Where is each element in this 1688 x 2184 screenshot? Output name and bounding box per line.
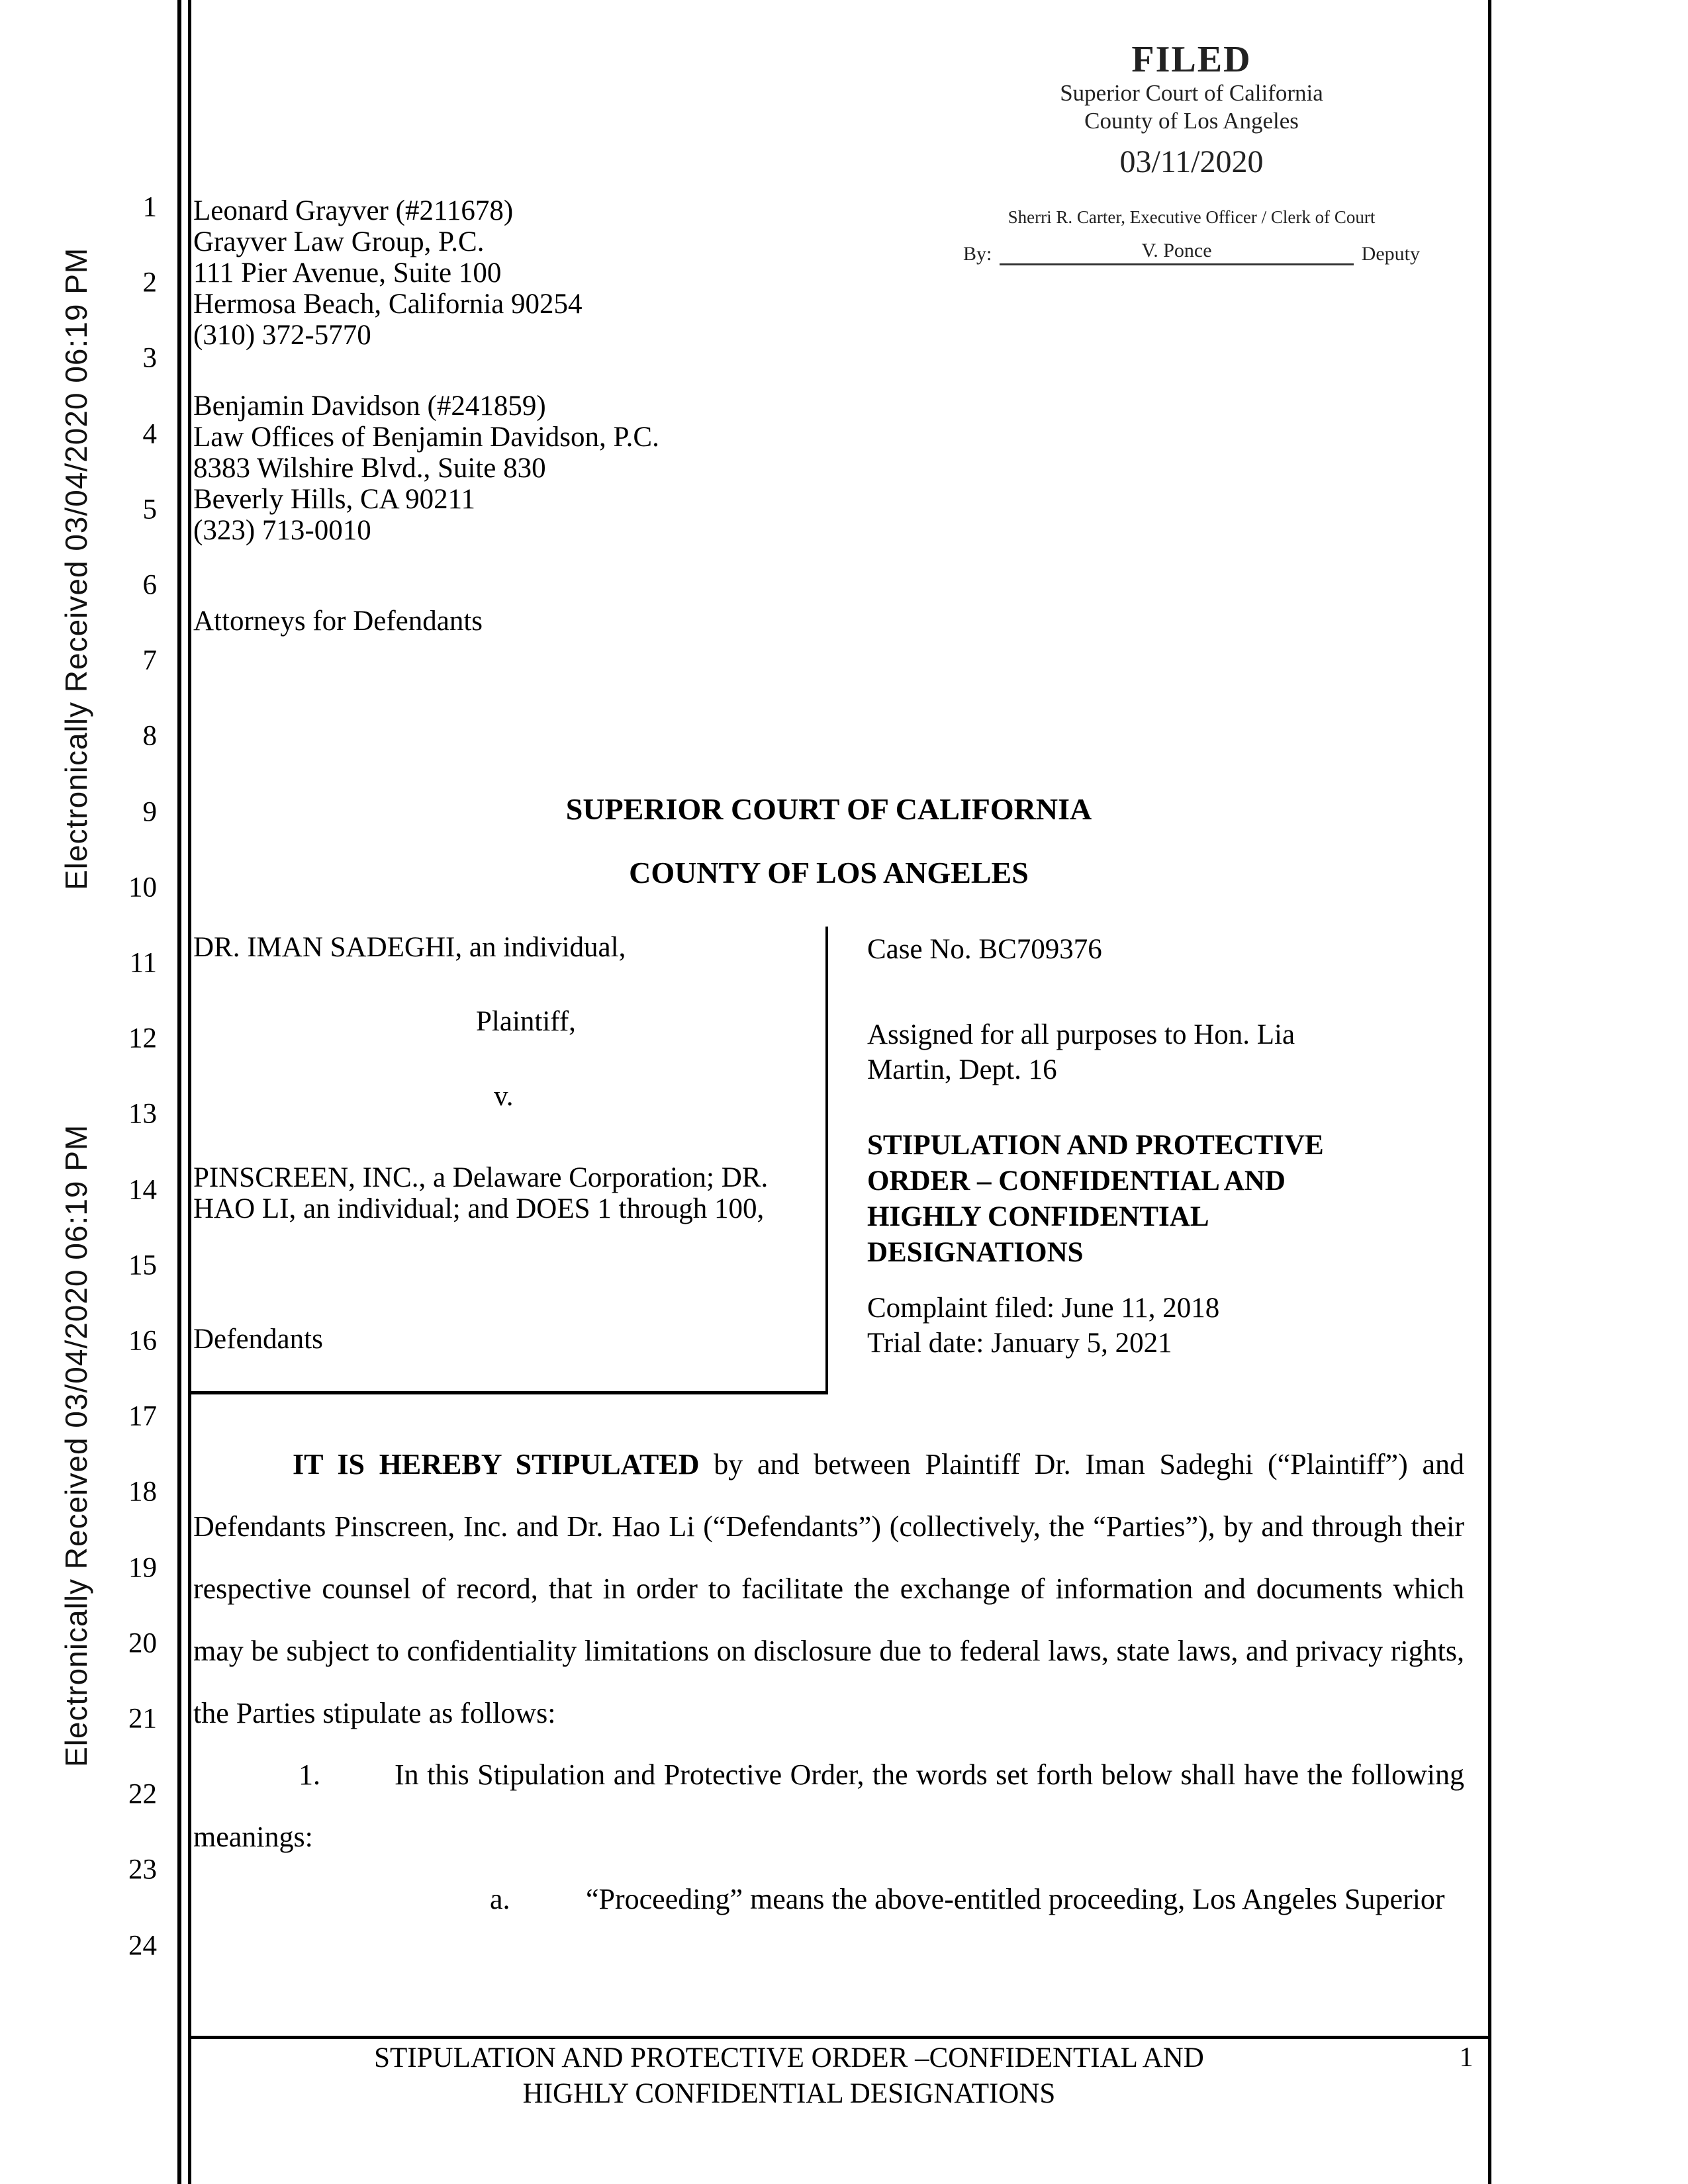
attorney-line: 8383 Wilshire Blvd., Suite 830	[193, 453, 546, 484]
line-number: 16	[128, 1325, 157, 1357]
received-stamp-top: Electronically Received 03/04/2020 06:19 PM	[59, 247, 93, 890]
filed-by-line	[927, 240, 1456, 265]
line-number: 4	[142, 418, 157, 450]
left-double-rule-inner	[188, 0, 191, 2184]
attorney-line: Benjamin Davidson (#241859)	[193, 390, 546, 422]
line-number: 6	[142, 569, 157, 601]
item-1-number: 1.	[299, 1758, 320, 1791]
stipulation-paragraph	[193, 1433, 1464, 1745]
filed-court-line1: Superior Court of California	[1060, 80, 1323, 106]
item-a-text: “Proceeding” means the above-entitled proceeding, Los Angeles Superior	[586, 1883, 1445, 1915]
item-1	[193, 1744, 1464, 1868]
filed-stamp	[927, 40, 1456, 265]
line-number: 13	[128, 1098, 157, 1130]
line-number: 9	[142, 796, 157, 828]
page-number: 1	[1459, 2042, 1474, 2073]
line-number: 20	[128, 1627, 157, 1659]
stipulation-rest: by and between Plaintiff Dr. Iman Sadeghi (“Plaintiff”) and Defendants Pinscreen, Inc. and Dr. Hao Li (“Defendants”) (collectively, the “Parties”), by and through their respective counsel of record, that in order to facilitate the exchange of information and documents which may be subject to confidentiality limitations on disclosure due to federal laws, state laws, and privacy rights, the Parties stipulate as follows:	[193, 1448, 1464, 1729]
caption-case-number: Case No. BC709376	[867, 934, 1102, 965]
line-number: 2	[142, 267, 157, 298]
attorney-line: (310) 372-5770	[193, 320, 371, 351]
line-number: 8	[142, 720, 157, 752]
left-double-rule-outer	[177, 0, 181, 2184]
line-number: 23	[128, 1854, 157, 1886]
footer-title-line2: HIGHLY CONFIDENTIAL DESIGNATIONS	[522, 2078, 1056, 2109]
deputy-signature: V. Ponce	[1000, 240, 1353, 265]
footer-title	[193, 2040, 1385, 2112]
court-name: SUPERIOR COURT OF CALIFORNIA	[565, 792, 1092, 826]
item-1-text: In this Stipulation and Protective Order, the words set forth below shall have the following meanings:	[193, 1758, 1464, 1853]
line-number: 14	[128, 1174, 157, 1206]
caption-bottom-border	[191, 1391, 828, 1394]
line-number: 3	[142, 342, 157, 374]
line-number: 15	[128, 1250, 157, 1281]
footer-rule	[190, 2036, 1489, 2039]
caption-defendants-block: PINSCREEN, INC., a Delaware Corporation; DR. HAO LI, an individual; and DOES 1 through 100,	[193, 1162, 769, 1224]
right-margin-rule	[1488, 0, 1491, 2184]
item-a-letter: a.	[490, 1883, 510, 1915]
attorney-block-2	[193, 390, 659, 546]
caption-defendants-label: Defendants	[193, 1324, 323, 1355]
attorney-line: (323) 713-0010	[193, 515, 371, 546]
deputy-label: Deputy	[1361, 243, 1420, 265]
attorney-line: 111 Pier Avenue, Suite 100	[193, 257, 502, 289]
caption-complaint-filed: Complaint filed: June 11, 2018	[867, 1293, 1220, 1324]
attorney-line: Beverly Hills, CA 90211	[193, 484, 476, 515]
footer-title-line1: STIPULATION AND PROTECTIVE ORDER –CONFIDENTIAL AND	[374, 2042, 1204, 2073]
attorney-role: Attorneys for Defendants	[193, 606, 483, 637]
filed-date: 03/11/2020	[1119, 144, 1264, 179]
caption-trial-date: Trial date: January 5, 2021	[867, 1328, 1172, 1359]
line-number-column	[0, 0, 157, 2184]
line-number: 10	[128, 872, 157, 903]
line-number: 19	[128, 1552, 157, 1584]
caption-assigned: Assigned for all purposes to Hon. Lia Martin, Dept. 16	[867, 1019, 1295, 1085]
stipulation-lead: IT IS HEREBY STIPULATED	[293, 1448, 700, 1480]
caption-doc-title: STIPULATION AND PROTECTIVE ORDER – CONFIDENTIAL AND HIGHLY CONFIDENTIAL DESIGNATIONS	[867, 1130, 1324, 1268]
line-number: 22	[128, 1778, 157, 1810]
attorney-line: Hermosa Beach, California 90254	[193, 289, 583, 320]
caption-versus: v.	[494, 1081, 514, 1112]
line-number: 21	[128, 1703, 157, 1735]
attorney-line: Leonard Grayver (#211678)	[193, 195, 514, 226]
by-label: By:	[963, 243, 992, 265]
attorney-line: Grayver Law Group, P.C.	[193, 226, 485, 257]
attorney-line: Law Offices of Benjamin Davidson, P.C.	[193, 422, 659, 453]
line-number: 12	[128, 1023, 157, 1054]
attorney-block-1	[193, 195, 583, 351]
line-number: 1	[142, 191, 157, 223]
line-number: 7	[142, 645, 157, 676]
filed-court-line2: County of Los Angeles	[1084, 108, 1299, 134]
line-number: 18	[128, 1476, 157, 1508]
line-number: 5	[142, 494, 157, 525]
line-number: 11	[129, 947, 157, 979]
line-number: 17	[128, 1400, 157, 1432]
line-number: 24	[128, 1930, 157, 1962]
caption-divider	[825, 927, 828, 1394]
filed-title: FILED	[1131, 39, 1252, 80]
received-stamp-bottom: Electronically Received 03/04/2020 06:19 PM	[59, 1124, 93, 1767]
caption-plaintiff-label: Plaintiff,	[476, 1006, 576, 1037]
item-a	[193, 1868, 1464, 1931]
court-county: COUNTY OF LOS ANGELES	[629, 856, 1029, 889]
caption-plaintiff-name: DR. IMAN SADEGHI, an individual,	[193, 932, 626, 963]
filed-clerk-line: Sherri R. Carter, Executive Officer / Clerk of Court	[1008, 207, 1376, 227]
